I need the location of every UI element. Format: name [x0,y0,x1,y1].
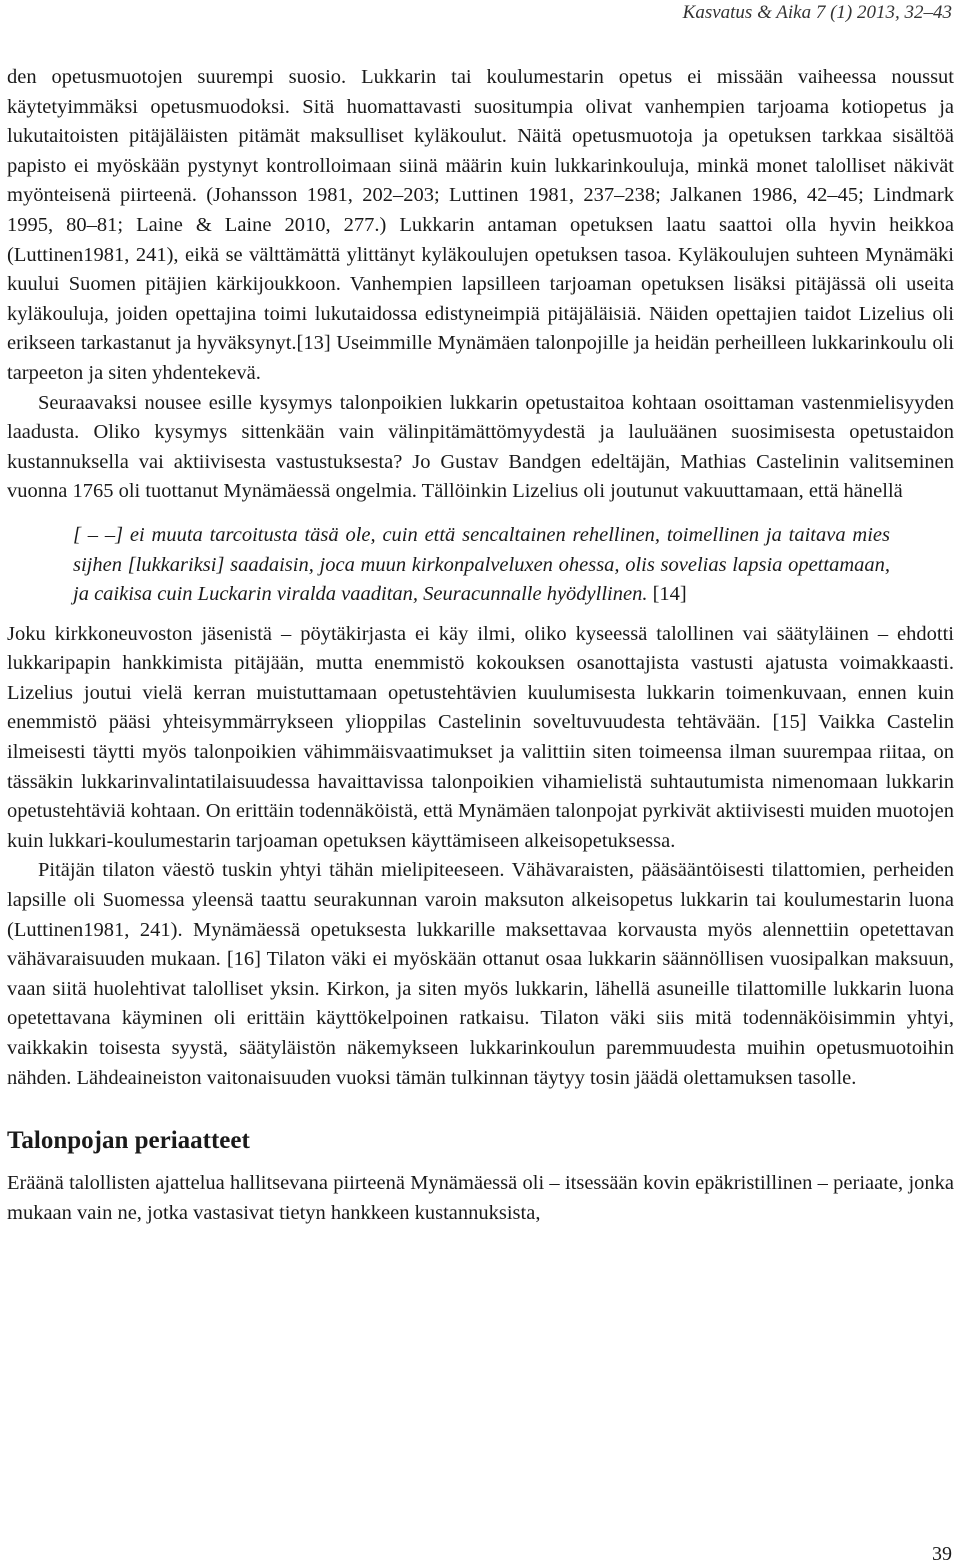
paragraph-1: den opetusmuotojen suurempi suosio. Lukkarin tai koulumestarin opetus ei missään vaiheessa noussut käytetyimmäksi opetusmuodoksi. Sitä huomattavasti suositumpia olivat vanhempien tarjoama kotiopetus ja lukutaitoisten pitäjäläisten pitämät maksulliset kyläkoulut. Näitä opetusmuotoja ja opetuksen tarkkaa sisältöä papisto ei myöskään pystynyt kontrolloimaan siinä määrin kuin lukkarinkouluja, minkä monet talolliset näkivät myönteisenä piirteenä. (Johansson 1981, 202–203; Luttinen 1981, 237–238; Jalkanen 1986, 42–45; Lindmark 1995, 80–81; Laine & Laine 2010, 277.) Lukkarin antaman opetuksen laatu saattoi olla hyvin heikkoa (Luttinen1981, 241), eikä se välttämättä ylittänyt kyläkoulujen opetuksen tasoa. Kyläkoulujen suhteen Mynämäki kuului Suomen pitäjien kärkijoukkoon. Vanhempien lapsilleen tarjoaman opetuksen lisäksi pitäjässä oli useita kyläkouluja, joiden opettajina toimi lukutaidossa edistyneimpiä pitäjäläisiä. Näiden opettajien taidot Lizelius oli erikseen tarkastanut ja hyväksynyt.[13] Useimmille Mynämäen talonpojille ja heidän perheilleen lukkarinkoulu oli tarpeeton ja siten yhdentekevä. [7,66,954,384]
page-number: 39 [932,1543,952,1565]
paragraph-4: Pitäjän tilaton väestö tuskin yhtyi tähän mielipiteeseen. Vähävaraisten, pääsääntöisesti tilattomien, perheiden lapsille oli Suomessa yleensä taattu seurakunnan varoin maksuton alkeisopetus lukkarin tai koulumestarin luona (Luttinen1981, 241). Mynämäessä opetuksesta lukkarille maksettavaa korvausta myös alennettiin opetettavan vähävaraisuuden mukaan. [16] Tilaton väki ei myöskään ottanut osaa lukkarin säännöllisen vuosipalkan maksuun, vaan siitä huolehtivat talolliset yksin. Kirkon, ja siten myös lukkarin, lähellä asuneille tilattomille lukkarin luona opetettavana käyminen oli erittäin käyttökelpoinen ratkaisu. Tilaton väki siis mitä todennäköisimmin yhtyi, vaikkakin toisesta syystä, säätyläistön näkemykseen lukkarinkoulun paremmuudesta muihin opetusmuotoihin nähden. Lähdeaineiston vaitonaisuuden vuoksi tämän tulkinnan täytyy tosin jäädä olettamuksen tasolle. [7,859,954,1089]
article-body [7,63,954,1228]
quote-text: [ – –] ei muuta tarcoitusta täsä ole, cuin että sencaltainen rehellinen, toimellinen ja taitava mies sijhen [lukkariksi] saadaisin, joca muun kirkonpalveluxen ohessa, olis sovelias lapsia opettamaan, ja caikisa cuin Luckarin viralda vaaditan, Seuracunnalle hyödyllinen. [73,523,890,606]
paragraph-2: Seuraavaksi nousee esille kysymys talonpoikien lukkarin opetustaitoa kohtaan osoittaman vastenmielisyyden laadusta. Oliko kysymys sittenkään vain välinpitämättömyydestä ja lauluäänen suosimisesta opetustaidon kustannuksella vai aktiivisesta vastustuksesta? Jo Gustav Bandgen edeltäjän, Mathias Castelinin valitseminen vuonna 1765 oli tuottanut Mynämäessä ongelmia. Tällöinkin Lizelius oli joutunut vakuuttamaan, että hänellä [7,391,954,503]
quote-reference: [14] [652,583,687,606]
paragraph-3: Joku kirkkoneuvoston jäsenistä – pöytäkirjasta ei käy ilmi, oliko kyseessä talollinen vai säätyläinen – ehdotti lukkaripapin hankkimista pitäjään, mutta enemmistö kokouksen osanottajista vastusti ajatusta voimakkaasti. Lizelius joutui vielä kerran muistuttamaan opetustehtävien kuulumisesta lukkarin toimenkuvaan, ennen kuin enemmistö pääsi yhteisymmärrykseen ylioppilas Castelinin soveltuvuudesta tehtävään. [15] Vaikka Castelin ilmeisesti täytti myös talonpoikien vähimmäisvaatimukset ja valittiin siten toimeensa ilman suurempaa riitaa, on tässäkin lukkarinvalintatilaisuudessa havaittavissa talonpoikien vihamielistä suhtautumista nimenomaan lukkarin opetustehtäviä kohtaan. On erittäin todennäköistä, että Mynämäen talonpojat pyrkivät aktiivisesti muiden muotojen kuin lukkari-koulumestarin tarjoaman opetuksen käyttämiseen alkeisopetuksessa. [7,622,954,852]
running-header: Kasvatus & Aika 7 (1) 2013, 32–43 [682,2,952,23]
block-quote [73,521,890,610]
paragraph-5: Eräänä talollisten ajattelua hallitsevana piirteenä Mynämäessä oli – itsessään kovin epäkristillinen – periaate, jonka mukaan vain ne, jotka vastasivat tietyn hankkeen kustannuksista, [7,1172,954,1224]
section-heading: Talonpojan periaatteet [7,1127,250,1155]
